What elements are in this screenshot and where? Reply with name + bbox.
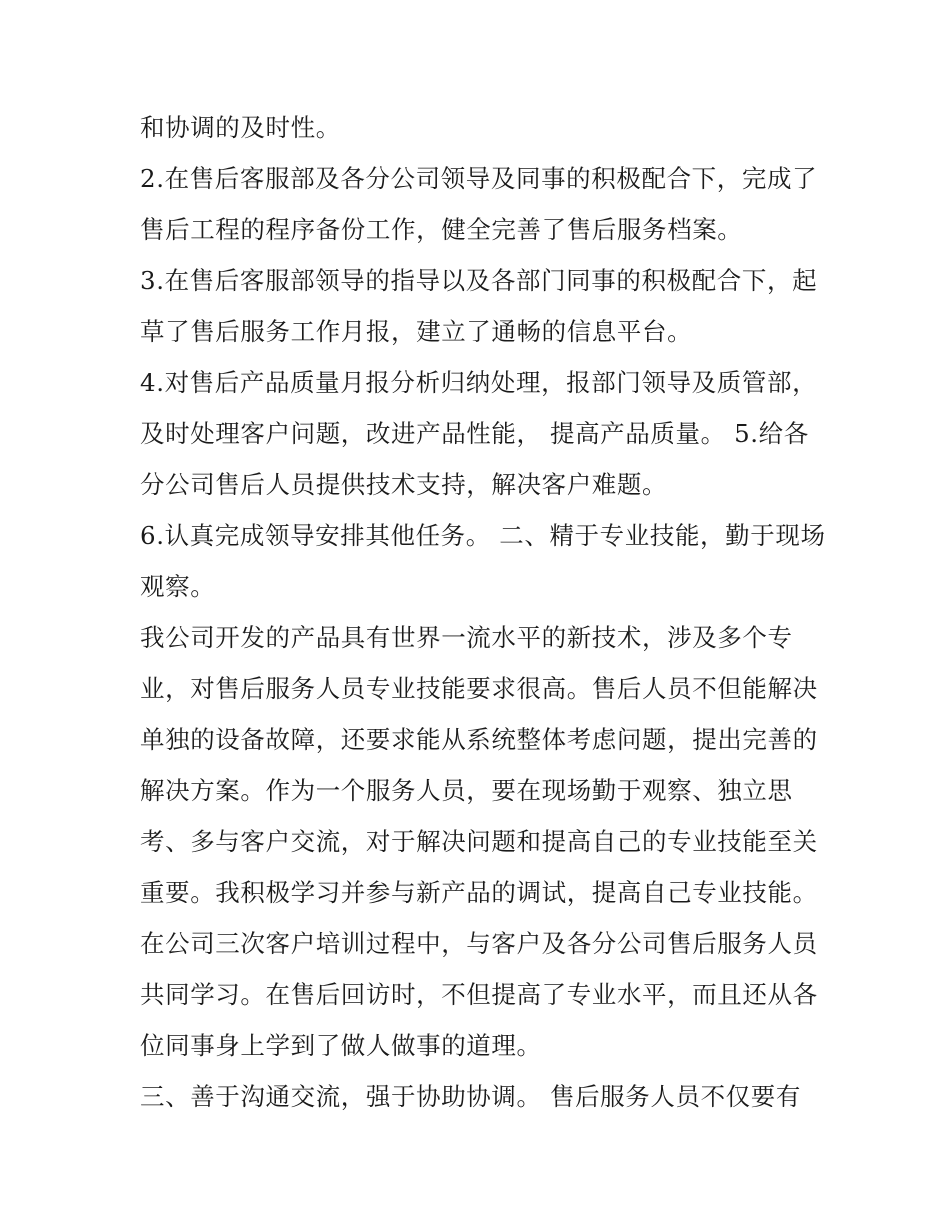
text-line: 业，对售后服务人员专业技能要求很高。售后人员不但能解决 — [140, 674, 818, 703]
text-line: 和协调的及时性。 — [140, 113, 341, 142]
text-line: 4.对售后产品质量月报分析归纳处理，报部门领导及质管部， — [140, 368, 818, 397]
text-line: 三、善于沟通交流，强于协助协调。 售后服务人员不仅要有 — [140, 1082, 801, 1111]
text-line: 6.认真完成领导安排其他任务。 二、精于专业技能，勤于现场 — [140, 521, 826, 550]
text-line: 重要。我积极学习并参与新产品的调试，提高自己专业技能。 — [140, 878, 818, 907]
text-line: 共同学习。在售后回访时，不但提高了专业水平，而且还从各 — [140, 980, 818, 1009]
text-line: 考、多与客户交流，对于解决问题和提高自己的专业技能至关 — [140, 827, 818, 856]
text-line: 在公司三次客户培训过程中，与客户及各分公司售后服务人员 — [140, 929, 818, 958]
text-line: 售后工程的程序备份工作，健全完善了售后服务档案。 — [140, 215, 743, 244]
text-line: 分公司售后人员提供技术支持，解决客户难题。 — [140, 470, 668, 499]
text-line: 3.在售后客服部领导的指导以及各部门同事的积极配合下，起 — [140, 266, 818, 295]
text-line: 单独的设备故障，还要求能从系统整体考虑问题，提出完善的 — [140, 725, 818, 754]
text-line: 草了售后服务工作月报，建立了通畅的信息平台。 — [140, 317, 693, 346]
text-line: 我公司开发的产品具有世界一流水平的新技术，涉及多个专 — [140, 623, 793, 652]
text-line: 位同事身上学到了做人做事的道理。 — [140, 1031, 542, 1060]
text-line: 2.在售后客服部及各分公司领导及同事的积极配合下，完成了 — [140, 164, 818, 193]
text-line: 解决方案。作为一个服务人员，要在现场勤于观察、独立思 — [140, 776, 793, 805]
text-line: 观察。 — [140, 572, 216, 601]
text-line: 及时处理客户问题，改进产品性能， 提高产品质量。 5.给各 — [140, 419, 809, 448]
